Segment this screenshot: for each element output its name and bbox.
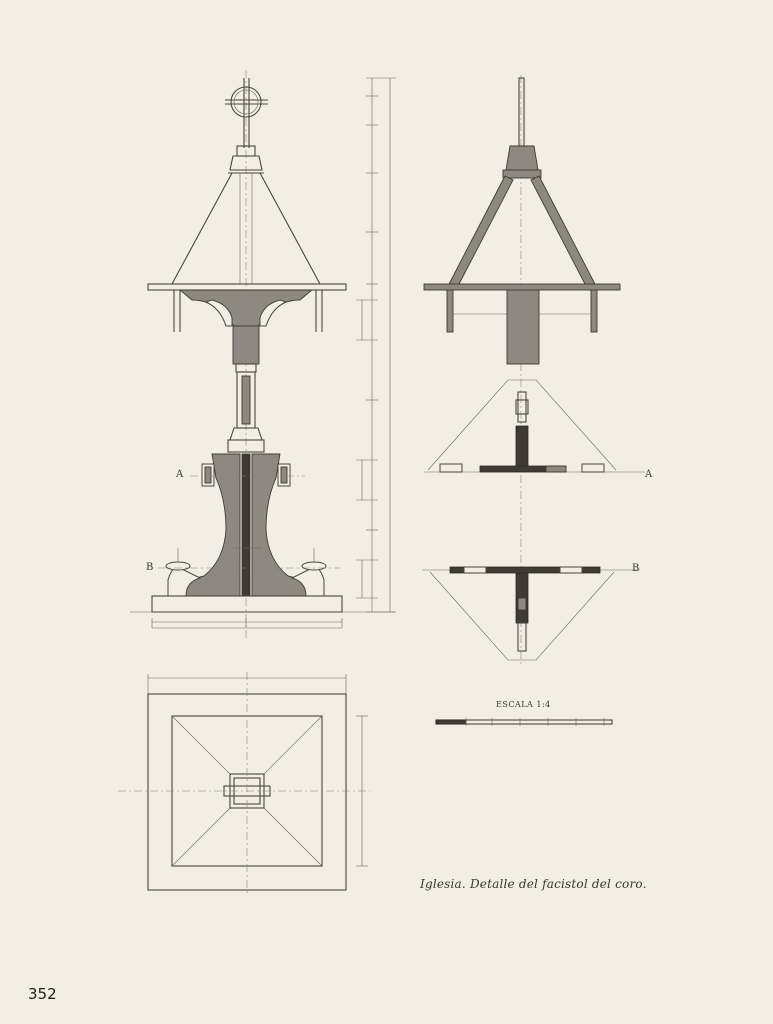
section-b <box>422 567 640 660</box>
pedestal-base <box>166 454 326 596</box>
section-mark-b-right: B <box>632 563 640 574</box>
page-number: 352 <box>28 985 57 1003</box>
scale-bar <box>436 718 612 726</box>
section-mark-a-left: A <box>176 469 184 480</box>
front-elevation <box>130 70 396 640</box>
section-a <box>424 380 645 472</box>
figure-caption: Iglesia. Detalle del facistol del coro. <box>420 877 647 891</box>
scale-label: ESCALA 1:4 <box>496 700 551 709</box>
section-mark-b-left: B <box>146 562 154 573</box>
plan-view <box>118 672 370 896</box>
section-mark-a-right: A <box>645 469 653 480</box>
cross-ornament <box>225 78 268 148</box>
